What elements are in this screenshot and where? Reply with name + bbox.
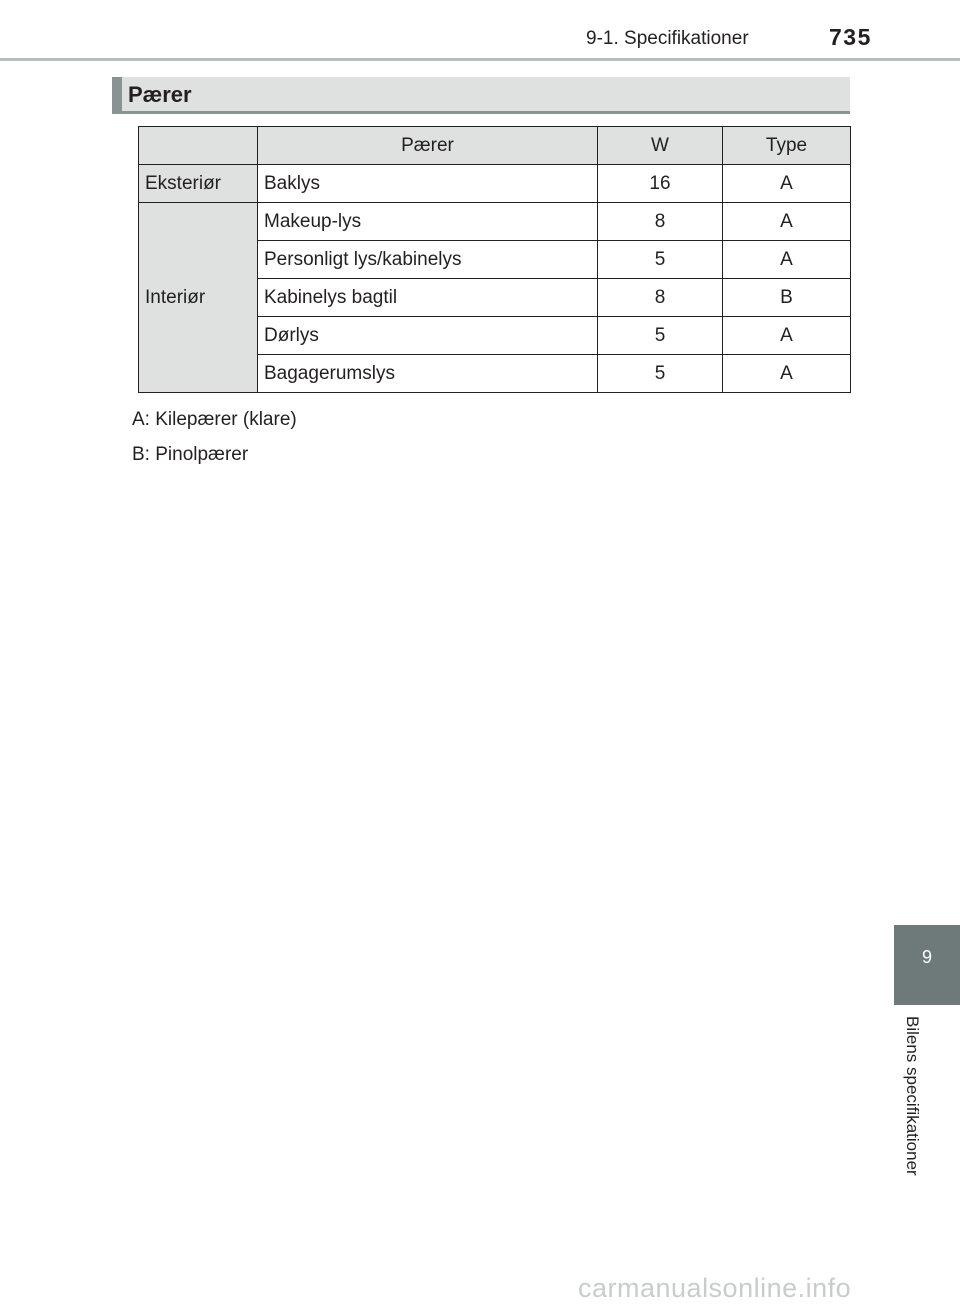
header-rule — [0, 58, 960, 61]
watermark: carmanualsonline.info — [578, 1273, 852, 1303]
page-number: 735 — [829, 24, 872, 50]
bulb-name: Bagagerumslys — [258, 355, 598, 393]
bulb-watt: 5 — [598, 241, 723, 279]
footnote-b: B: Pinolpærer — [132, 444, 249, 465]
bulb-name: Kabinelys bagtil — [258, 279, 598, 317]
bulb-type: A — [723, 165, 851, 203]
header-cell-watt: W — [598, 127, 723, 165]
table-row — [139, 203, 851, 241]
bulb-type: A — [723, 355, 851, 393]
bulb-watt: 5 — [598, 317, 723, 355]
footnote-a: A: Kilepærer (klare) — [132, 409, 297, 430]
table-row — [139, 165, 851, 203]
bulb-watt: 5 — [598, 355, 723, 393]
running-header-section: 9-1. Specifikationer — [586, 28, 749, 49]
bulb-name: Dørlys — [258, 317, 598, 355]
section-heading-bar — [112, 77, 850, 114]
bulb-name: Baklys — [258, 165, 598, 203]
bulb-name: Personligt lys/kabinelys — [258, 241, 598, 279]
bulb-table — [138, 126, 851, 393]
chapter-number: 9 — [921, 947, 932, 967]
chapter-tab — [894, 925, 960, 1005]
bulb-type: B — [723, 279, 851, 317]
bulb-watt: 8 — [598, 279, 723, 317]
bulb-name: Makeup-lys — [258, 203, 598, 241]
header-cell-empty — [139, 127, 258, 165]
header-cell-type: Type — [723, 127, 851, 165]
bulb-type: A — [723, 203, 851, 241]
group-label-interior: Interiør — [139, 203, 258, 393]
table-header-row — [139, 127, 851, 165]
bulb-watt: 16 — [598, 165, 723, 203]
bulb-type: A — [723, 317, 851, 355]
chapter-title-vertical: Bilens specifikationer — [903, 1016, 922, 1176]
header-cell-bulbs: Pærer — [258, 127, 598, 165]
section-title: Pærer — [128, 82, 192, 107]
bulb-watt: 8 — [598, 203, 723, 241]
bulb-type: A — [723, 241, 851, 279]
group-label-exterior: Eksteriør — [139, 165, 258, 203]
